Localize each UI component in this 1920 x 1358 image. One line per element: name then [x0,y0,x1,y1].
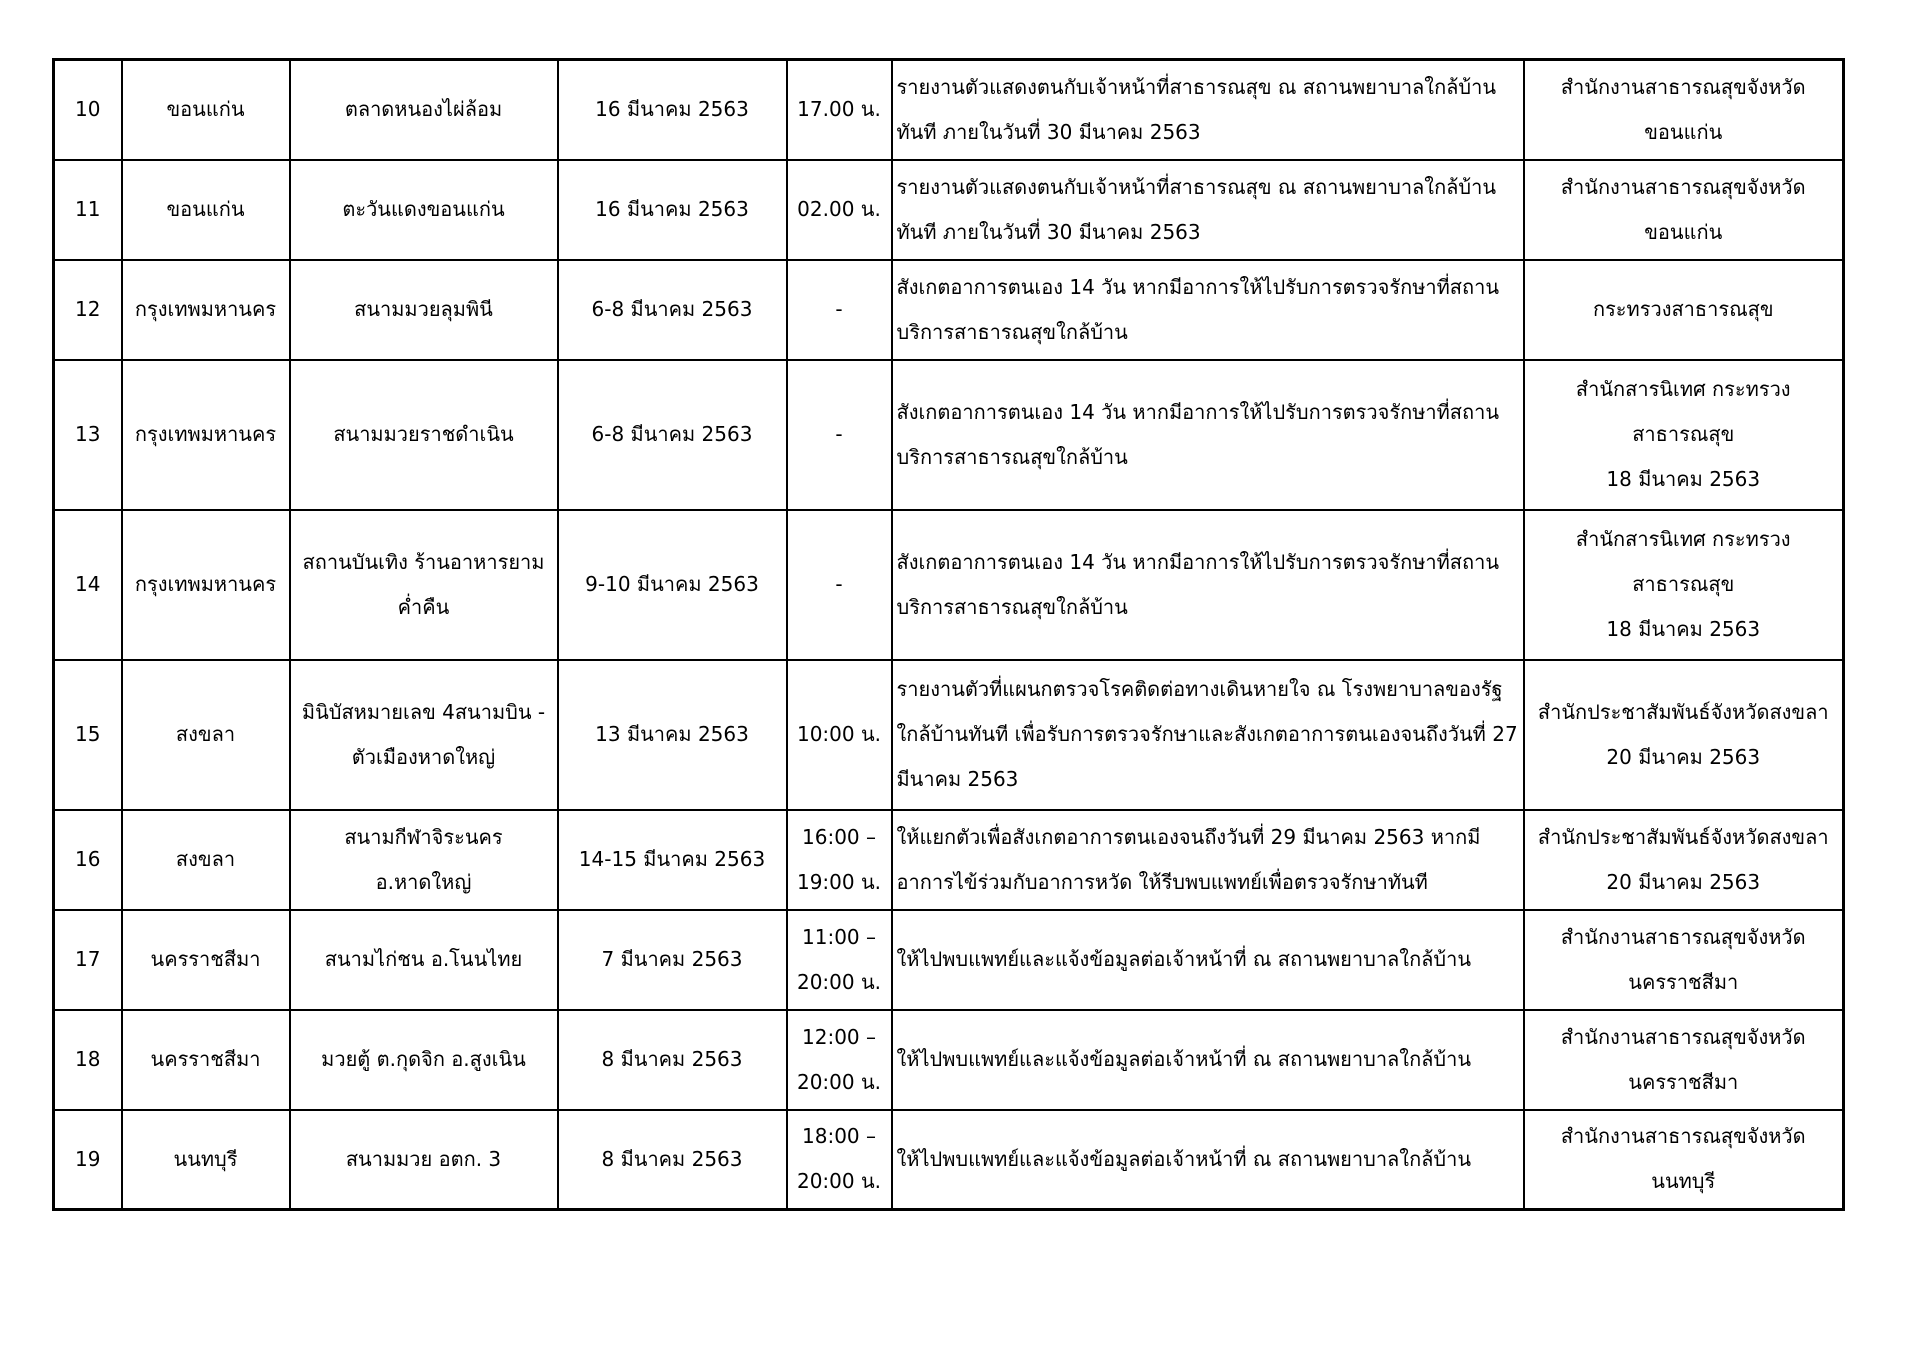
action-line: อาการไข้ร่วมกับอาการหวัด ให้รีบพบแพทย์เพื่อตรวจรักษาทันที [896,869,1428,894]
row-number-cell: 17 [54,910,122,1010]
table-row [54,1110,1844,1210]
province-cell: นนทบุรี [122,1110,290,1210]
action-cell [892,910,1524,1010]
risk-locations-table [52,58,1845,1211]
table-row [54,810,1844,910]
row-number-cell: 16 [54,810,122,910]
source-line: สำนักสารนิเทศ กระทรวง [1575,377,1791,401]
source-line: สำนักงานสาธารณสุขจังหวัด [1560,924,1806,949]
place-cell [290,360,558,510]
time-line: 20:00 น. [796,1069,882,1094]
date-cell: 8 มีนาคม 2563 [558,1110,787,1210]
time-line: 12:00 – [802,1024,876,1049]
action-line: สังเกตอาการตนเอง 14 วัน หากมีอาการให้ไปรับการตรวจรักษาที่สถาน [896,399,1500,424]
place-line: ตะวันแดงขอนแก่น [342,197,505,221]
place-cell [290,660,558,810]
source-line: สาธารณสุข [1632,572,1735,596]
action-line: ทันที ภายในวันที่ 30 มีนาคม 2563 [896,219,1201,244]
table-row [54,60,1844,160]
time-line: - [835,422,843,446]
action-line: รายงานตัวที่แผนกตรวจโรคติดต่อทางเดินหายใจ ณ โรงพยาบาลของรัฐ [896,677,1503,701]
table-row [54,360,1844,510]
time-line: 20:00 น. [796,1169,882,1194]
time-cell [787,1110,892,1210]
date-cell: 6-8 มีนาคม 2563 [558,360,787,510]
date-cell: 16 มีนาคม 2563 [558,160,787,260]
time-line: 11:00 – [802,924,876,949]
time-line: - [835,572,843,596]
place-line: มวยตู้ ต.กุดจิก อ.สูงเนิน [321,1047,526,1071]
action-cell [892,810,1524,910]
source-line: นครราชสีมา [1628,1069,1739,1094]
action-cell [892,510,1524,660]
action-cell [892,1010,1524,1110]
place-cell [290,510,558,660]
place-line: สนามมวยลุมพินี [354,297,493,321]
time-line: 19:00 น. [796,869,882,894]
source-cell [1524,1010,1844,1110]
row-number-cell: 14 [54,510,122,660]
place-cell [290,260,558,360]
source-cell [1524,910,1844,1010]
source-cell [1524,510,1844,660]
place-cell [290,60,558,160]
action-line: บริการสาธารณสุขใกล้บ้าน [896,319,1128,344]
source-line: สำนักงานสาธารณสุขจังหวัด [1560,1024,1806,1049]
time-cell [787,910,892,1010]
source-line: 20 มีนาคม 2563 [1606,869,1761,894]
date-cell: 9-10 มีนาคม 2563 [558,510,787,660]
table-row [54,660,1844,810]
source-cell [1524,60,1844,160]
action-line: ให้แยกตัวเพื่อสังเกตอาการตนเองจนถึงวันที่ 29 มีนาคม 2563 หากมี [896,824,1481,849]
time-cell [787,160,892,260]
action-line: ใกล้บ้านทันที เพื่อรับการตรวจรักษาและสังเกตอาการตนเองจนถึงวันที่ 27 [896,722,1518,746]
action-cell [892,260,1524,360]
source-line: นครราชสีมา [1628,969,1739,994]
table-row [54,510,1844,660]
place-line: ตัวเมืองหาดใหญ่ [351,744,496,769]
place-line: สถานบันเทิง ร้านอาหารยาม [302,549,545,574]
table-body [54,60,1844,1210]
table-row [54,260,1844,360]
time-line: 20:00 น. [796,969,882,994]
action-line: ทันที ภายในวันที่ 30 มีนาคม 2563 [896,119,1201,144]
row-number-cell: 12 [54,260,122,360]
time-cell [787,1010,892,1110]
action-line: ให้ไปพบแพทย์และแจ้งข้อมูลต่อเจ้าหน้าที่ ณ สถานพยาบาลใกล้บ้าน [896,1146,1472,1171]
province-cell: ขอนแก่น [122,60,290,160]
date-cell: 13 มีนาคม 2563 [558,660,787,810]
time-line: 17.00 น. [797,97,881,122]
date-cell: 14-15 มีนาคม 2563 [558,810,787,910]
action-line: ให้ไปพบแพทย์และแจ้งข้อมูลต่อเจ้าหน้าที่ ณ สถานพยาบาลใกล้บ้าน [896,947,1472,971]
action-line: ให้ไปพบแพทย์และแจ้งข้อมูลต่อเจ้าหน้าที่ ณ สถานพยาบาลใกล้บ้าน [896,1047,1472,1071]
action-line: สังเกตอาการตนเอง 14 วัน หากมีอาการให้ไปรับการตรวจรักษาที่สถาน [896,274,1500,299]
place-line: สนามกีฬาจิระนคร อ.หาดใหญ่ [344,824,503,894]
table-row [54,160,1844,260]
province-cell: กรุงเทพมหานคร [122,360,290,510]
province-cell: สงขลา [122,660,290,810]
place-line: สนามมวย อตก. 3 [345,1146,502,1171]
row-number-cell: 18 [54,1010,122,1110]
source-line: สำนักงานสาธารณสุขจังหวัด [1560,174,1806,199]
source-cell [1524,160,1844,260]
row-number-cell: 19 [54,1110,122,1210]
table-row [54,1010,1844,1110]
time-cell [787,360,892,510]
source-line: ขอนแก่น [1644,119,1723,144]
date-cell: 16 มีนาคม 2563 [558,60,787,160]
source-line: สำนักประชาสัมพันธ์จังหวัดสงขลา [1537,699,1829,724]
action-line: รายงานตัวแสดงตนกับเจ้าหน้าที่สาธารณสุข ณ สถานพยาบาลใกล้บ้าน [896,174,1497,199]
source-line: กระทรวงสาธารณสุข [1592,297,1774,321]
source-line: 20 มีนาคม 2563 [1606,744,1761,769]
action-line: มีนาคม 2563 [896,767,1019,791]
source-line: ขอนแก่น [1644,219,1723,244]
province-cell: กรุงเทพมหานคร [122,510,290,660]
action-line: รายงานตัวแสดงตนกับเจ้าหน้าที่สาธารณสุข ณ สถานพยาบาลใกล้บ้าน [896,74,1497,99]
time-cell [787,260,892,360]
source-cell [1524,660,1844,810]
province-cell: สงขลา [122,810,290,910]
time-line: 10:00 น. [796,722,882,746]
place-line: สนามไก่ชน อ.โนนไทย [324,947,523,971]
time-line: - [835,297,843,321]
place-cell [290,810,558,910]
place-line: มินิบัสหมายเลข 4สนามบิน - [301,699,546,724]
place-cell [290,1110,558,1210]
row-number-cell: 11 [54,160,122,260]
province-cell: นครราชสีมา [122,1010,290,1110]
place-cell [290,910,558,1010]
source-line: สำนักงานสาธารณสุขจังหวัด [1560,74,1806,99]
place-line: ค่ำคืน [397,594,450,619]
table-row [54,910,1844,1010]
time-line: 02.00 น. [797,197,881,221]
place-cell [290,160,558,260]
source-line: 18 มีนาคม 2563 [1606,467,1761,491]
source-line: สำนักประชาสัมพันธ์จังหวัดสงขลา [1537,824,1829,849]
time-line: 16:00 – [802,824,876,849]
time-line: 18:00 – [802,1124,876,1149]
action-cell [892,360,1524,510]
source-cell [1524,360,1844,510]
action-line: บริการสาธารณสุขใกล้บ้าน [896,444,1128,469]
province-cell: ขอนแก่น [122,160,290,260]
source-line: สาธารณสุข [1632,422,1735,446]
date-cell: 7 มีนาคม 2563 [558,910,787,1010]
action-cell [892,1110,1524,1210]
time-cell [787,510,892,660]
source-line: สำนักงานสาธารณสุขจังหวัดนนทบุรี [1560,1124,1806,1194]
source-line: สำนักสารนิเทศ กระทรวง [1575,527,1791,551]
place-line: สนามมวยราชดำเนิน [333,422,514,446]
action-line: สังเกตอาการตนเอง 14 วัน หากมีอาการให้ไปรับการตรวจรักษาที่สถาน [896,549,1500,574]
row-number-cell: 13 [54,360,122,510]
time-cell [787,60,892,160]
source-line: 18 มีนาคม 2563 [1606,617,1761,641]
province-cell: กรุงเทพมหานคร [122,260,290,360]
time-cell [787,660,892,810]
action-cell [892,160,1524,260]
row-number-cell: 10 [54,60,122,160]
source-cell [1524,810,1844,910]
source-cell [1524,260,1844,360]
date-cell: 8 มีนาคม 2563 [558,1010,787,1110]
province-cell: นครราชสีมา [122,910,290,1010]
action-cell [892,60,1524,160]
place-cell [290,1010,558,1110]
row-number-cell: 15 [54,660,122,810]
place-line: ตลาดหนองไผ่ล้อม [344,97,503,122]
time-cell [787,810,892,910]
action-cell [892,660,1524,810]
source-cell [1524,1110,1844,1210]
date-cell: 6-8 มีนาคม 2563 [558,260,787,360]
action-line: บริการสาธารณสุขใกล้บ้าน [896,594,1128,619]
